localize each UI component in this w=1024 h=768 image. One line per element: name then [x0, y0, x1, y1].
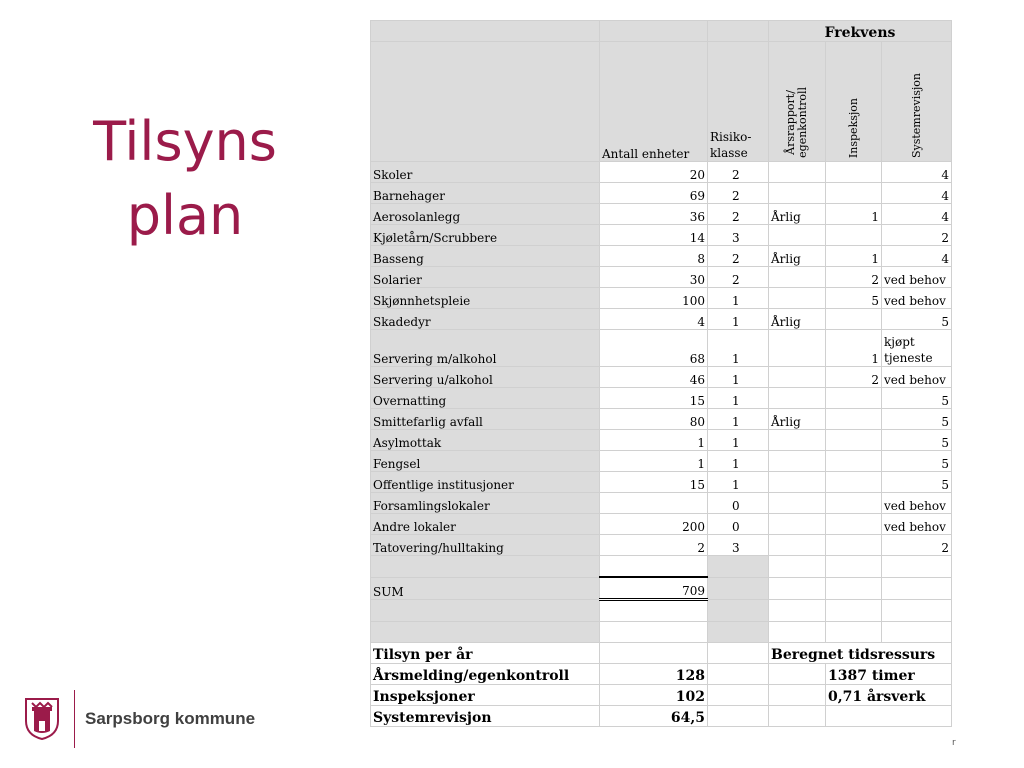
row-antall: 68 [600, 330, 708, 367]
row-risiko: 1 [708, 451, 769, 472]
header-antall: Antall enheter [600, 42, 708, 162]
row-inspeksjon [826, 183, 882, 204]
row-arsrapport [769, 225, 826, 246]
row-systemrevisjon: ved behov [882, 493, 952, 514]
row-systemrevisjon: 4 [882, 162, 952, 183]
row-name: Aerosolanlegg [371, 204, 600, 225]
table-row [371, 409, 952, 430]
row-systemrevisjon: ved behov [882, 267, 952, 288]
table-row [371, 162, 952, 183]
row-risiko: 3 [708, 535, 769, 556]
municipality-name: Sarpsborg kommune [85, 709, 256, 728]
row-inspeksjon: 5 [826, 288, 882, 309]
row-antall: 100 [600, 288, 708, 309]
table-row [371, 183, 952, 204]
row-systemrevisjon: 2 [882, 535, 952, 556]
sum-row [371, 577, 952, 600]
row-inspeksjon [826, 225, 882, 246]
spacer-row [371, 556, 952, 578]
row-risiko: 1 [708, 472, 769, 493]
row-inspeksjon [826, 409, 882, 430]
row-risiko: 0 [708, 514, 769, 535]
row-arsrapport [769, 514, 826, 535]
row-name: Solarier [371, 267, 600, 288]
sum-label: SUM [371, 577, 600, 600]
inspection-plan-sheet [370, 20, 952, 727]
row-systemrevisjon: 4 [882, 246, 952, 267]
row-antall: 14 [600, 225, 708, 246]
row-risiko: 2 [708, 183, 769, 204]
row-arsrapport: Årlig [769, 409, 826, 430]
row-antall: 1 [600, 430, 708, 451]
summary-empty [708, 685, 769, 706]
row-antall: 20 [600, 162, 708, 183]
row-inspeksjon [826, 493, 882, 514]
row-antall: 200 [600, 514, 708, 535]
row-inspeksjon [826, 430, 882, 451]
row-name: Basseng [371, 246, 600, 267]
row-systemrevisjon: ved behov [882, 288, 952, 309]
row-risiko: 1 [708, 288, 769, 309]
header-risiko-line-1: Risiko- [710, 130, 752, 144]
row-systemrevisjon: ved behov [882, 514, 952, 535]
row-risiko: 0 [708, 493, 769, 514]
row-antall: 4 [600, 309, 708, 330]
row-name: Smittefarlig avfall [371, 409, 600, 430]
row-arsrapport [769, 451, 826, 472]
summary-value: 102 [600, 685, 708, 706]
row-antall: 36 [600, 204, 708, 225]
summary-resource [826, 706, 952, 727]
row-systemrevisjon: 5 [882, 472, 952, 493]
row-antall: 30 [600, 267, 708, 288]
column-header-row [371, 42, 952, 162]
spacer-row [371, 600, 952, 622]
summary-row [371, 706, 952, 727]
table-row [371, 451, 952, 472]
summary-empty [769, 664, 826, 685]
row-antall: 2 [600, 535, 708, 556]
table-row [371, 367, 952, 388]
row-arsrapport [769, 493, 826, 514]
row-arsrapport [769, 430, 826, 451]
row-risiko: 1 [708, 388, 769, 409]
header-arsrapport: Årsrapport/ egenkontroll [784, 87, 809, 158]
summary-label: Årsmelding/egenkontroll [371, 664, 600, 685]
title-line-2: plan [126, 184, 244, 247]
row-inspeksjon: 2 [826, 267, 882, 288]
inspection-plan-table [370, 20, 952, 727]
page-marker: r [952, 738, 956, 748]
row-name: Servering u/alkohol [371, 367, 600, 388]
row-inspeksjon [826, 309, 882, 330]
row-name: Servering m/alkohol [371, 330, 600, 367]
row-inspeksjon: 1 [826, 204, 882, 225]
header-risiko-line-2: klasse [710, 146, 748, 160]
row-antall: 80 [600, 409, 708, 430]
title-line-1: Tilsyns [93, 110, 277, 173]
row-arsrapport [769, 367, 826, 388]
row-antall: 15 [600, 388, 708, 409]
table-row [371, 430, 952, 451]
row-inspeksjon: 1 [826, 330, 882, 367]
row-antall: 69 [600, 183, 708, 204]
row-risiko: 1 [708, 409, 769, 430]
row-name: Skadedyr [371, 309, 600, 330]
logo-divider [74, 690, 75, 748]
municipality-logo [24, 690, 255, 748]
row-name: Forsamlingslokaler [371, 493, 600, 514]
row-arsrapport [769, 388, 826, 409]
row-inspeksjon [826, 535, 882, 556]
table-row [371, 246, 952, 267]
row-systemrevisjon: kjøpt tjeneste [882, 330, 952, 367]
row-name: Tatovering/hulltaking [371, 535, 600, 556]
table-row [371, 472, 952, 493]
row-risiko: 1 [708, 309, 769, 330]
row-inspeksjon: 2 [826, 367, 882, 388]
table-row [371, 330, 952, 367]
table-row [371, 493, 952, 514]
row-systemrevisjon: 5 [882, 430, 952, 451]
summary-row [371, 664, 952, 685]
row-inspeksjon [826, 451, 882, 472]
row-name: Skoler [371, 162, 600, 183]
row-arsrapport: Årlig [769, 309, 826, 330]
summary-value: 128 [600, 664, 708, 685]
row-risiko: 2 [708, 204, 769, 225]
row-arsrapport [769, 267, 826, 288]
row-systemrevisjon: 4 [882, 204, 952, 225]
summary-heading: Tilsyn per år [371, 643, 600, 664]
summary-resource: 0,71 årsverk [826, 685, 952, 706]
resource-heading: Beregnet tidsressurs [769, 643, 952, 664]
table-row [371, 267, 952, 288]
row-systemrevisjon: 2 [882, 225, 952, 246]
row-name: Asylmottak [371, 430, 600, 451]
row-inspeksjon [826, 514, 882, 535]
row-inspeksjon: 1 [826, 246, 882, 267]
row-arsrapport [769, 330, 826, 367]
row-risiko: 1 [708, 367, 769, 388]
header-systemrevisjon: Systemrevisjon [909, 72, 923, 158]
summary-value: 64,5 [600, 706, 708, 727]
row-arsrapport [769, 288, 826, 309]
row-risiko: 2 [708, 267, 769, 288]
summary-empty [769, 685, 826, 706]
row-antall: 8 [600, 246, 708, 267]
row-name: Barnehager [371, 183, 600, 204]
row-risiko: 2 [708, 246, 769, 267]
summary-empty [708, 706, 769, 727]
summary-empty [708, 664, 769, 685]
row-antall: 15 [600, 472, 708, 493]
row-arsrapport [769, 162, 826, 183]
table-row [371, 204, 952, 225]
spacer-row [371, 622, 952, 643]
row-name: Andre lokaler [371, 514, 600, 535]
row-name: Offentlige institusjoner [371, 472, 600, 493]
table-row [371, 535, 952, 556]
row-name: Skjønnhetspleie [371, 288, 600, 309]
row-name: Fengsel [371, 451, 600, 472]
row-systemrevisjon: 5 [882, 388, 952, 409]
row-arsrapport: Årlig [769, 204, 826, 225]
table-row [371, 288, 952, 309]
summary-row [371, 685, 952, 706]
frequency-header: Frekvens [769, 21, 952, 42]
row-systemrevisjon: 4 [882, 183, 952, 204]
summary-empty [769, 706, 826, 727]
row-antall: 46 [600, 367, 708, 388]
row-antall: 1 [600, 451, 708, 472]
row-name: Kjøletårn/Scrubbere [371, 225, 600, 246]
row-risiko: 1 [708, 330, 769, 367]
slide-title [70, 105, 300, 253]
header-risiko [708, 42, 769, 162]
row-antall [600, 493, 708, 514]
summary-resource: 1387 timer [826, 664, 952, 685]
table-row [371, 225, 952, 246]
row-inspeksjon [826, 162, 882, 183]
sum-value: 709 [600, 577, 708, 600]
coat-of-arms-icon [24, 697, 60, 741]
row-name: Overnatting [371, 388, 600, 409]
row-systemrevisjon: 5 [882, 309, 952, 330]
summary-header-row [371, 643, 952, 664]
row-systemrevisjon: 5 [882, 451, 952, 472]
row-arsrapport [769, 183, 826, 204]
row-risiko: 3 [708, 225, 769, 246]
summary-label: Inspeksjoner [371, 685, 600, 706]
table-row [371, 388, 952, 409]
table-row [371, 514, 952, 535]
row-inspeksjon [826, 472, 882, 493]
row-arsrapport [769, 535, 826, 556]
row-systemrevisjon: ved behov [882, 367, 952, 388]
summary-empty [708, 643, 769, 664]
header-inspeksjon: Inspeksjon [846, 97, 860, 158]
summary-label: Systemrevisjon [371, 706, 600, 727]
row-inspeksjon [826, 388, 882, 409]
row-arsrapport [769, 472, 826, 493]
summary-empty [600, 643, 708, 664]
frequency-header-row [371, 21, 952, 42]
row-risiko: 2 [708, 162, 769, 183]
row-systemrevisjon: 5 [882, 409, 952, 430]
table-row [371, 309, 952, 330]
row-arsrapport: Årlig [769, 246, 826, 267]
row-risiko: 1 [708, 430, 769, 451]
